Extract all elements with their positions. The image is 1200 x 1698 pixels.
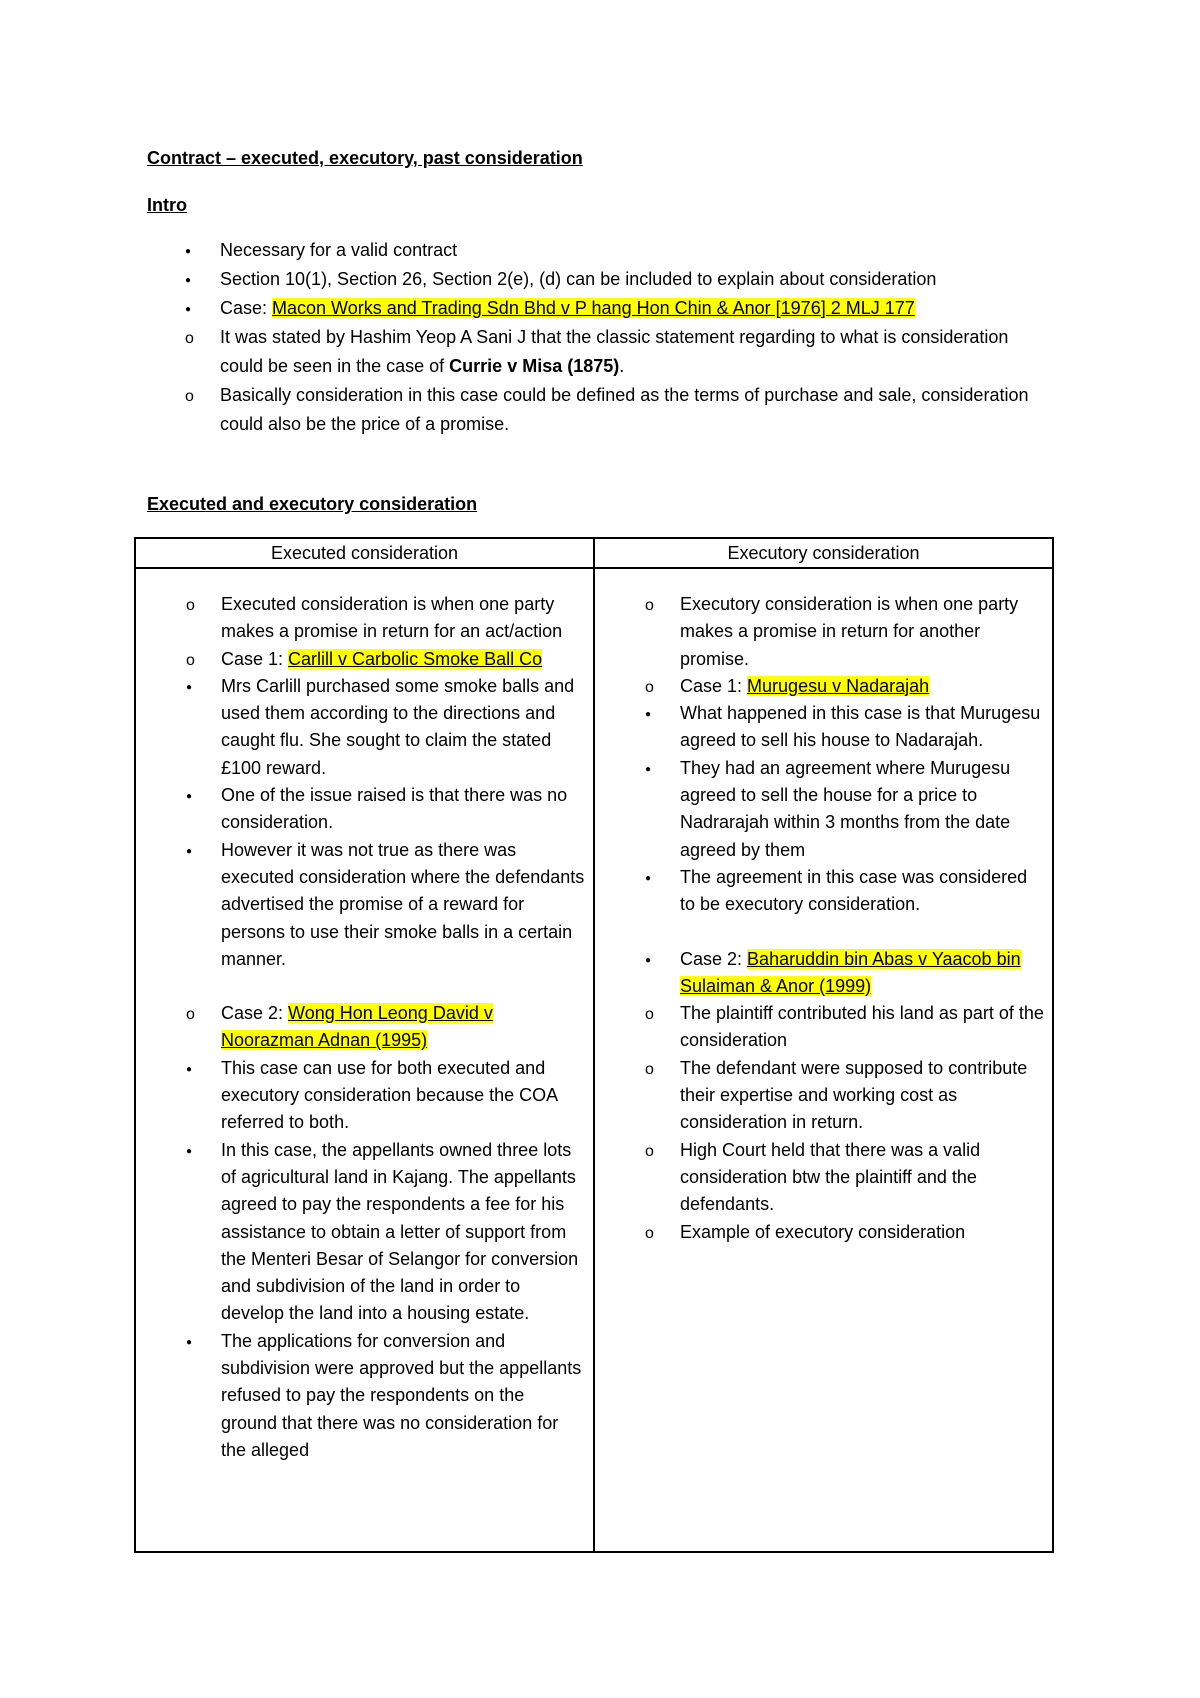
list-item: ● This case can use for both executed and executory consideration because the COA referred to both. [136, 1055, 593, 1137]
column-header-executed: Executed consideration [135, 538, 594, 568]
intro-item: ● Case: Macon Works and Trading Sdn Bhd v P hang Hon Chin & Anor [1976] 2 MLJ 177 [147, 294, 1047, 323]
circle-bullet-icon [645, 673, 654, 701]
document-title: Contract – executed, executory, past consideration [147, 148, 583, 168]
circle-bullet-icon [645, 591, 654, 619]
bullet-icon [186, 1137, 192, 1167]
list-item: o Case 1: Murugesu v Nadarajah [595, 673, 1052, 700]
list-item: o Example of executory consideration [595, 1219, 1052, 1246]
bullet-icon [645, 755, 651, 785]
case-citation: Wong Hon Leong David v Noorazman Adnan (1995) [221, 1003, 493, 1051]
bullet-icon [186, 782, 192, 812]
list-item: ● The agreement in this case was considered to be executory consideration. [595, 864, 1052, 919]
list-item: ● Mrs Carlill purchased some smoke balls and used them according to the directions and caught flu. She sought to claim the stated £100 reward. [136, 673, 593, 782]
circle-bullet-icon [185, 323, 194, 353]
executed-list [136, 569, 593, 1464]
circle-bullet-icon [185, 381, 194, 411]
circle-bullet-icon [645, 1219, 654, 1247]
list-item: ● They had an agreement where Murugesu agreed to sell the house for a price to Nadrarajah within 3 months from the date agreed by them [595, 755, 1052, 864]
intro-item: o Basically consideration in this case could be defined as the terms of purchase and sale, consideration could also be the price of a promise. [147, 381, 1047, 439]
list-item: o Case 1: Carlill v Carbolic Smoke Ball Co [136, 646, 593, 673]
bullet-icon [185, 236, 191, 268]
case-citation: Baharuddin bin Abas v Yaacob bin Sulaiman & Anor (1999) [680, 948, 1021, 996]
circle-bullet-icon [186, 646, 195, 674]
executory-list [595, 569, 1052, 1246]
case-citation: Carlill v Carbolic Smoke Ball Co [288, 648, 543, 669]
case-name-bold: Currie v Misa (1875) [449, 356, 620, 376]
case-citation: Murugesu v Nadarajah [747, 675, 930, 696]
bullet-icon [186, 1055, 192, 1085]
intro-heading: Intro [147, 195, 187, 215]
intro-item: ● Necessary for a valid contract [147, 236, 1047, 265]
bullet-icon [186, 1328, 192, 1358]
circle-bullet-icon [645, 1055, 654, 1083]
list-item: ● Case 2: Baharuddin bin Abas v Yaacob bin Sulaiman & Anor (1999) [595, 946, 1052, 1001]
list-item: o Case 2: Wong Hon Leong David v Noorazman Adnan (1995) [136, 1000, 593, 1055]
bullet-icon [186, 673, 192, 703]
circle-bullet-icon [645, 1137, 654, 1165]
intro-item: ● Section 10(1), Section 26, Section 2(e), (d) can be included to explain about consideration [147, 265, 1047, 294]
bullet-icon [645, 864, 651, 894]
executed-cell [135, 568, 594, 1552]
case-citation: Macon Works and Trading Sdn Bhd v P hang Hon Chin & Anor [1976] 2 MLJ 177 [272, 298, 915, 318]
list-item: o The plaintiff contributed his land as part of the consideration [595, 1000, 1052, 1055]
list-item: ● However it was not true as there was executed consideration where the defendants advertised the promise of a reward for persons to use their smoke balls in a certain manner. [136, 837, 593, 973]
list-item: o Executory consideration is when one party makes a promise in return for another promise. [595, 591, 1052, 673]
list-item: o Executed consideration is when one party makes a promise in return for an act/action [136, 591, 593, 646]
list-item: ● One of the issue raised is that there was no consideration. [136, 782, 593, 837]
bullet-icon [185, 294, 191, 326]
intro-list [147, 236, 1047, 439]
list-item: o The defendant were supposed to contribute their expertise and working cost as consideration in return. [595, 1055, 1052, 1137]
circle-bullet-icon [645, 1000, 654, 1028]
list-item: ● In this case, the appellants owned three lots of agricultural land in Kajang. The appellants agreed to pay the respondents a fee for his assistance to obtain a letter of support from the Menteri Besar of Selangor for conversion and subdivision of the land in order to develop the land into a housing estate. [136, 1137, 593, 1328]
bullet-icon [186, 837, 192, 867]
bullet-icon [645, 946, 651, 976]
bullet-icon [645, 700, 651, 730]
column-header-executory: Executory consideration [594, 538, 1053, 568]
list-item: ● The applications for conversion and subdivision were approved but the appellants refused to pay the respondents on the ground that there was no consideration for the alleged [136, 1328, 593, 1464]
section-heading: Executed and executory consideration [147, 494, 478, 514]
list-item: ● What happened in this case is that Murugesu agreed to sell his house to Nadarajah. [595, 700, 1052, 755]
comparison-table [134, 537, 1054, 1553]
intro-item: o It was stated by Hashim Yeop A Sani J that the classic statement regarding to what is consideration could be seen in the case of Currie v Misa (1875). [147, 323, 1047, 381]
circle-bullet-icon [186, 1000, 195, 1028]
bullet-icon [185, 265, 191, 297]
list-item: o High Court held that there was a valid consideration btw the plaintiff and the defendants. [595, 1137, 1052, 1219]
executory-cell [594, 568, 1053, 1552]
circle-bullet-icon [186, 591, 195, 619]
